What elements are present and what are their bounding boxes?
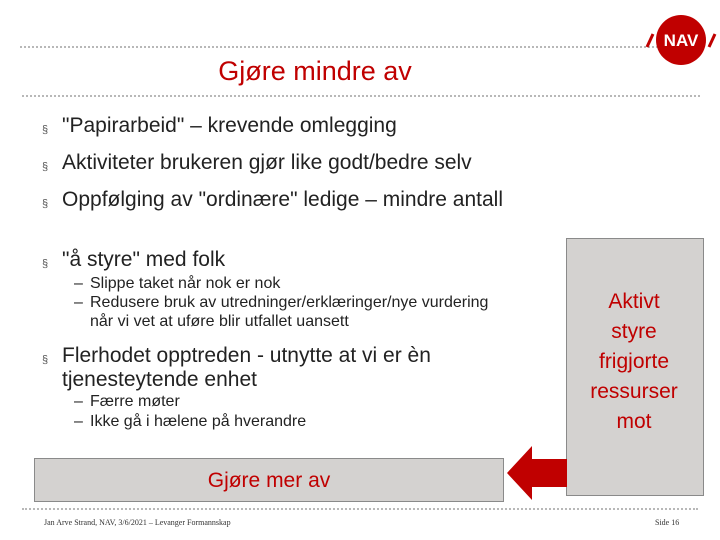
sub-bullet-item [74, 392, 494, 411]
sub-bullet-dash: – [74, 393, 83, 410]
bullet-item [42, 151, 572, 175]
bullet-text: "å styre" med folk [62, 248, 226, 271]
side-box-text: Aktivt styre frigjorte ressurser mot [590, 290, 678, 433]
title-divider [22, 95, 700, 97]
sub-bullet-text: Redusere bruk av utredninger/erklæringer/nye vurdering når vi vet at uføre blir utfallet uansett [90, 294, 489, 330]
bullet-item [42, 188, 512, 212]
sub-bullet-text: Ikke gå i hælene på hverandre [90, 413, 307, 430]
bottom-box-text: Gjøre mer av [207, 469, 331, 492]
sub-bullet-item [74, 293, 514, 331]
sub-bullet-item [74, 412, 494, 431]
left-arrow-icon [506, 444, 568, 502]
sub-bullet-dash: – [74, 275, 83, 292]
bullet-item [42, 248, 342, 272]
footer-divider [22, 508, 698, 510]
bullet-text: Flerhodet opptreden - utnytte at vi er èn tjenesteytende enhet [62, 344, 431, 391]
sub-bullet-item [74, 274, 534, 293]
slide-title: Gjøre mindre av [218, 56, 412, 86]
page-number: Side 16 [655, 518, 680, 527]
bullet-marker: § [42, 354, 49, 366]
bullet-item [42, 344, 492, 392]
bullet-text: "Papirarbeid" – krevende omlegging [62, 114, 397, 137]
bullet-text: Oppfølging av "ordinære" ledige – mindre antall [62, 188, 503, 211]
bullet-marker: § [42, 258, 49, 270]
sub-bullet-dash: – [74, 413, 83, 430]
nav-logo-icon [645, 14, 717, 66]
footer-credit: Jan Arve Strand, NAV, 3/6/2021 – Levanger Formannskap [44, 518, 231, 527]
bullet-text: Aktiviteter brukeren gjør like godt/bedre selv [62, 151, 472, 174]
sub-bullet-dash: – [74, 294, 83, 311]
bullet-marker: § [42, 161, 49, 173]
bullet-marker: § [42, 124, 49, 136]
top-divider [20, 46, 670, 48]
bullet-item [42, 114, 542, 138]
sub-bullet-text: Færre møter [90, 393, 180, 410]
logo-text: NAV [663, 31, 699, 50]
bullet-marker: § [42, 198, 49, 210]
sub-bullet-text: Slippe taket når nok er nok [90, 275, 281, 292]
